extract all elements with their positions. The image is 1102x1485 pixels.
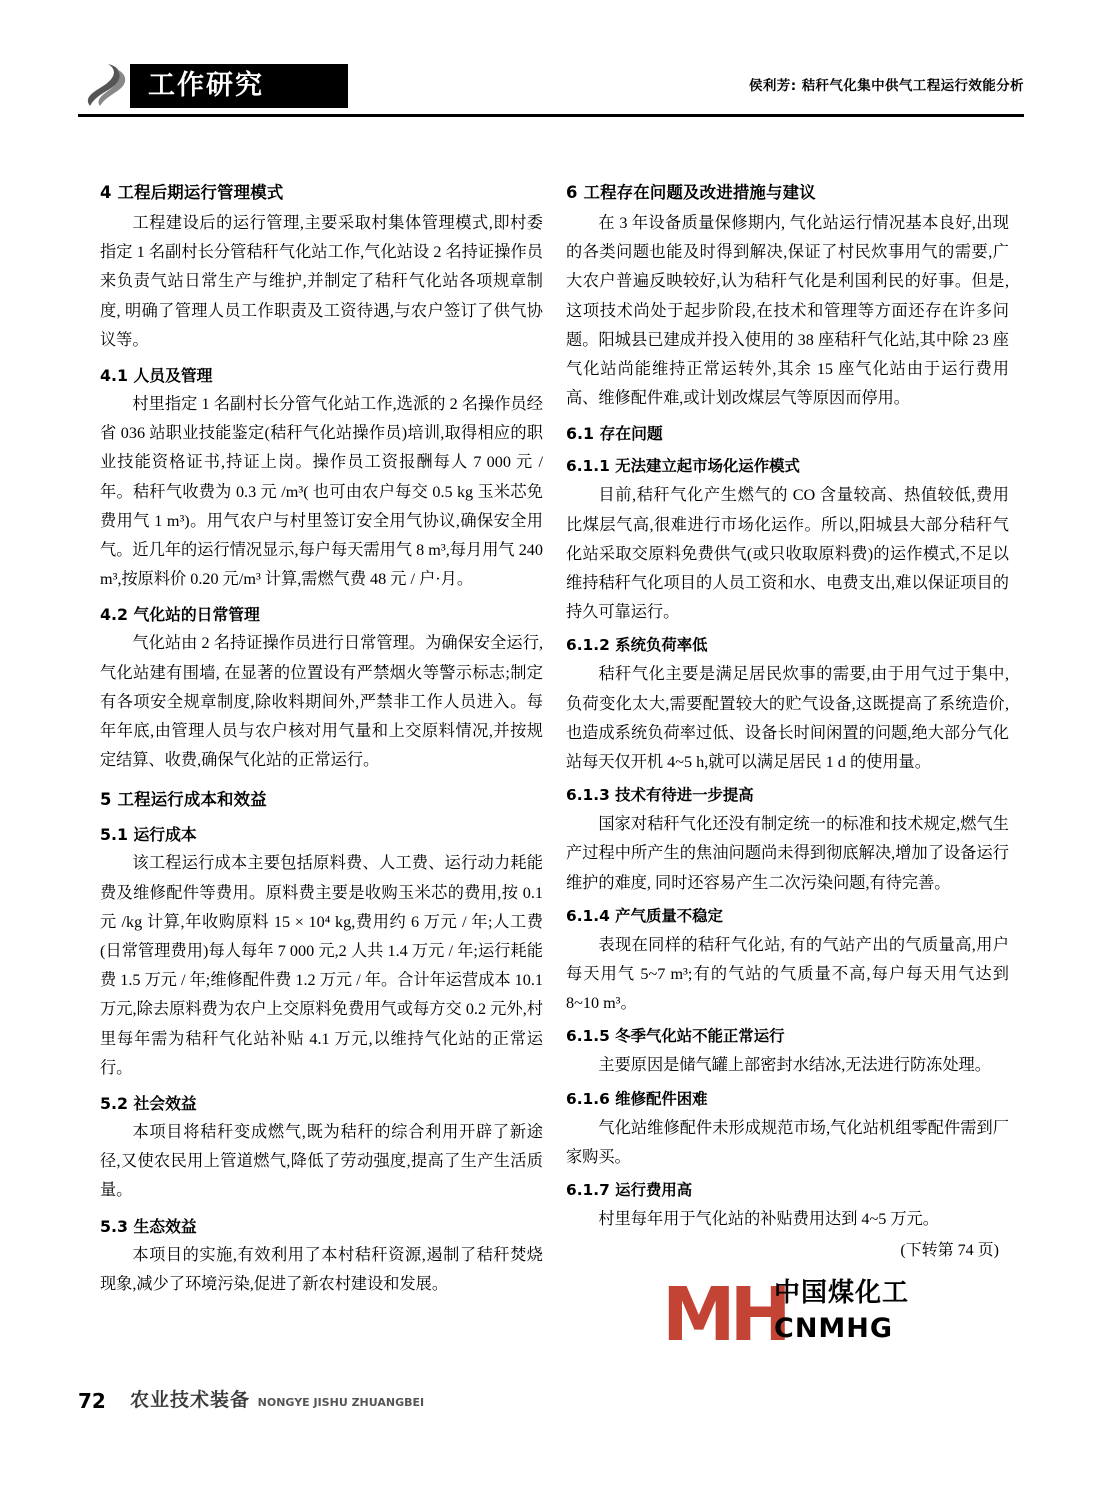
paragraph-section-6-1-3: 国家对秸秆气化还没有制定统一的标准和技术规定,燃气生产过程中所产生的焦油问题尚未得到彻底解决,增加了设备运行维护的难度, 同时还容易产生二次污染问题,有待完善。	[566, 815, 1009, 892]
journal-logo	[130, 1385, 424, 1412]
heading-section-5-3: 5.3 生态效益	[100, 1216, 197, 1236]
paragraph-section-6-1-7: 村里每年用于气化站的补贴费用达到 4~5 万元。	[598, 1210, 939, 1229]
paragraph-section-4-2: 气化站由 2 名持证操作员进行日常管理。为确保安全运行, 气化站建有围墙, 在显著的位置设有严禁烟火等警示标志;制定有各项安全规章制度,除收料期间外,严禁非工作人员进入。每年年底,由管理人员与农户核对用气量和上交原料情况,并按规定结算、收费,确保气化站的正常运行。	[100, 634, 543, 770]
heading-section-6-1: 6.1 存在问题	[566, 424, 663, 444]
paragraph-section-6-1-5: 主要原因是储气罐上部密封水结冰,无法进行防冻处理。	[598, 1056, 991, 1075]
heading-section-4-1: 4.1 人员及管理	[100, 366, 213, 386]
heading-section-6-1-5: 6.1.5 冬季气化站不能正常运行	[566, 1027, 785, 1046]
page-header	[78, 58, 1024, 114]
paragraph-section-6-1-6: 气化站维修配件未形成规范市场,气化站机组零配件需到厂家购买。	[566, 1118, 1009, 1166]
heading-section-6-1-2: 6.1.2 系统负荷率低	[566, 636, 708, 655]
swirl-mark-icon	[78, 60, 138, 110]
paragraph-section-6-1-2: 秸秆气化主要是满足居民炊事的需要,由于用气过于集中,负荷变化太大,需要配置较大的贮气设备,这既提高了系统造价,也造成系统负荷率过低、设备长时间闲置的问题,绝大部分气化站每天仅开机 4~5 h,就可以满足居民 1 d 的使用量。	[566, 665, 1009, 772]
header-section-title: 工作研究	[148, 70, 264, 101]
heading-section-4: 4 工程后期运行管理模式	[100, 183, 284, 202]
right-column	[566, 168, 1009, 1281]
heading-section-4-2: 4.2 气化站的日常管理	[100, 605, 260, 625]
header-divider	[78, 114, 1024, 117]
heading-section-6-1-7: 6.1.7 运行费用高	[566, 1181, 693, 1200]
paragraph-section-6-1-1: 目前,秸秆气化产生燃气的 CO 含量较高、热值较低,费用比煤层气高,很难进行市场化运作。所以,阳城县大部分秸秆气化站采取交原料免费供气(或只收取原料费)的运作模式,不足以维持秸秆气化项目的人员工资和水、电费支出,难以保证项目的持久可靠运行。	[566, 486, 1009, 622]
journal-logo-pinyin: NONGYE JISHU ZHUANGBEI	[257, 1396, 425, 1409]
paragraph-section-5-2: 本项目将秸秆变成燃气,既为秸秆的综合利用开辟了新途径,又使农民用上管道燃气,降低了劳动强度,提高了生产生活质量。	[100, 1123, 543, 1200]
heading-section-6: 6 工程存在问题及改进措施与建议	[566, 183, 816, 202]
paragraph-section-5-1: 该工程运行成本主要包括原料费、人工费、运行动力耗能费及维修配件等费用。原料费主要是收购玉米芯的费用,按 0.1 元 /kg 计算,年收购原料 15 × 10⁴ kg,费用约 6 万元 / 年;人工费(日常管理费用)每人每年 7 000 元,2 人共 1.4 万元 / 年;运行耗能费 1.5 万元 / 年;维修配件费 1.2 万元 / 年。合计年运营成本 10.1 万元,除去原料费为农户上交原料免费用气或每方交 0.2 元外,村里每年需为秸秆气化站补贴 4.1 万元,以维持气化站的正常运行。	[100, 854, 543, 1077]
heading-section-6-1-4: 6.1.4 产气质量不稳定	[566, 906, 723, 925]
paragraph-section-4: 工程建设后的运行管理,主要采取村集体管理模式,即村委指定 1 名副村长分管秸秆气化站工作,气化站设 2 名持证操作员来负责气站日常生产与维护,并制定了秸秆气化站各项规章制度, 明确了管理人员工作职责及工资待遇,与农户签订了供气协议等。	[100, 214, 543, 349]
watermark-company-cn: 中国煤化工	[774, 1278, 910, 1308]
journal-logo-text: 农业技术装备	[130, 1389, 251, 1411]
heading-section-5: 5 工程运行成本和效益	[100, 790, 267, 810]
heading-section-6-1-3: 6.1.3 技术有待进一步提高	[566, 786, 754, 805]
paragraph-section-5-3: 本项目的实施,有效利用了本村秸秆资源,遏制了秸秆焚烧现象,减少了环境污染,促进了新农村建设和发展。	[100, 1245, 543, 1293]
watermark-company-en: CNMHG	[774, 1313, 894, 1344]
header-running-title: 侯利芳: 秸秆气化集中供气工程运行效能分析	[749, 78, 1024, 94]
paragraph-section-4-1: 村里指定 1 名副村长分管气化站工作,选派的 2 名操作员经省 036 站职业技能鉴定(秸秆气化站操作员)培训,取得相应的职业技能资格证书,持证上岗。操作员工资报酬每人 7 000 元 / 年。秸秆气收费为 0.3 元 /m³( 也可由农户每交 0.5 kg 玉米芯免费用气 1 m³)。用气农户与村里签订安全用气协议,确保安全用气。近几年的运行情况显示,每户每天需用气 8 m³,每月用气 240 m³,按原料价 0.20 元/m³ 计算,需燃气费 48 元 / 户·月。	[100, 395, 543, 589]
watermark-logo	[662, 1272, 962, 1364]
heading-section-6-1-1: 6.1.1 无法建立起市场化运作模式	[566, 457, 800, 476]
paragraph-section-6: 在 3 年设备质量保修期内, 气化站运行情况基本良好,出现的各类问题也能及时得到解决,保证了村民炊事用气的需要,广大农户普遍反映较好,认为秸秆气化是利国利民的好事。但是,这项技术尚处于起步阶段,在技术和管理等方面还存在许多问题。阳城县已建成并投入使用的 38 座秸秆气化站,其中除 23 座气化站尚能维持正常运转外,其余 15 座气化站由于运行费用高、维修配件难,或计划改煤层气等原因而停用。	[566, 214, 1009, 408]
paragraph-section-6-1-4: 表现在同样的秸秆气化站, 有的气站产出的气质量高,用户每天用气 5~7 m³;有的气站的气质量不高,每户每天用气达到 8~10 m³。	[566, 935, 1009, 1013]
page-number: 72	[78, 1389, 106, 1413]
watermark-mh-mark: MH	[662, 1272, 786, 1358]
continued-note: (下转第 74 页)	[900, 1242, 999, 1260]
heading-section-5-2: 5.2 社会效益	[100, 1094, 197, 1114]
left-column	[100, 168, 543, 1299]
page-footer	[78, 1385, 478, 1419]
heading-section-5-1: 5.1 运行成本	[100, 825, 197, 845]
heading-section-6-1-6: 6.1.6 维修配件困难	[566, 1089, 708, 1108]
